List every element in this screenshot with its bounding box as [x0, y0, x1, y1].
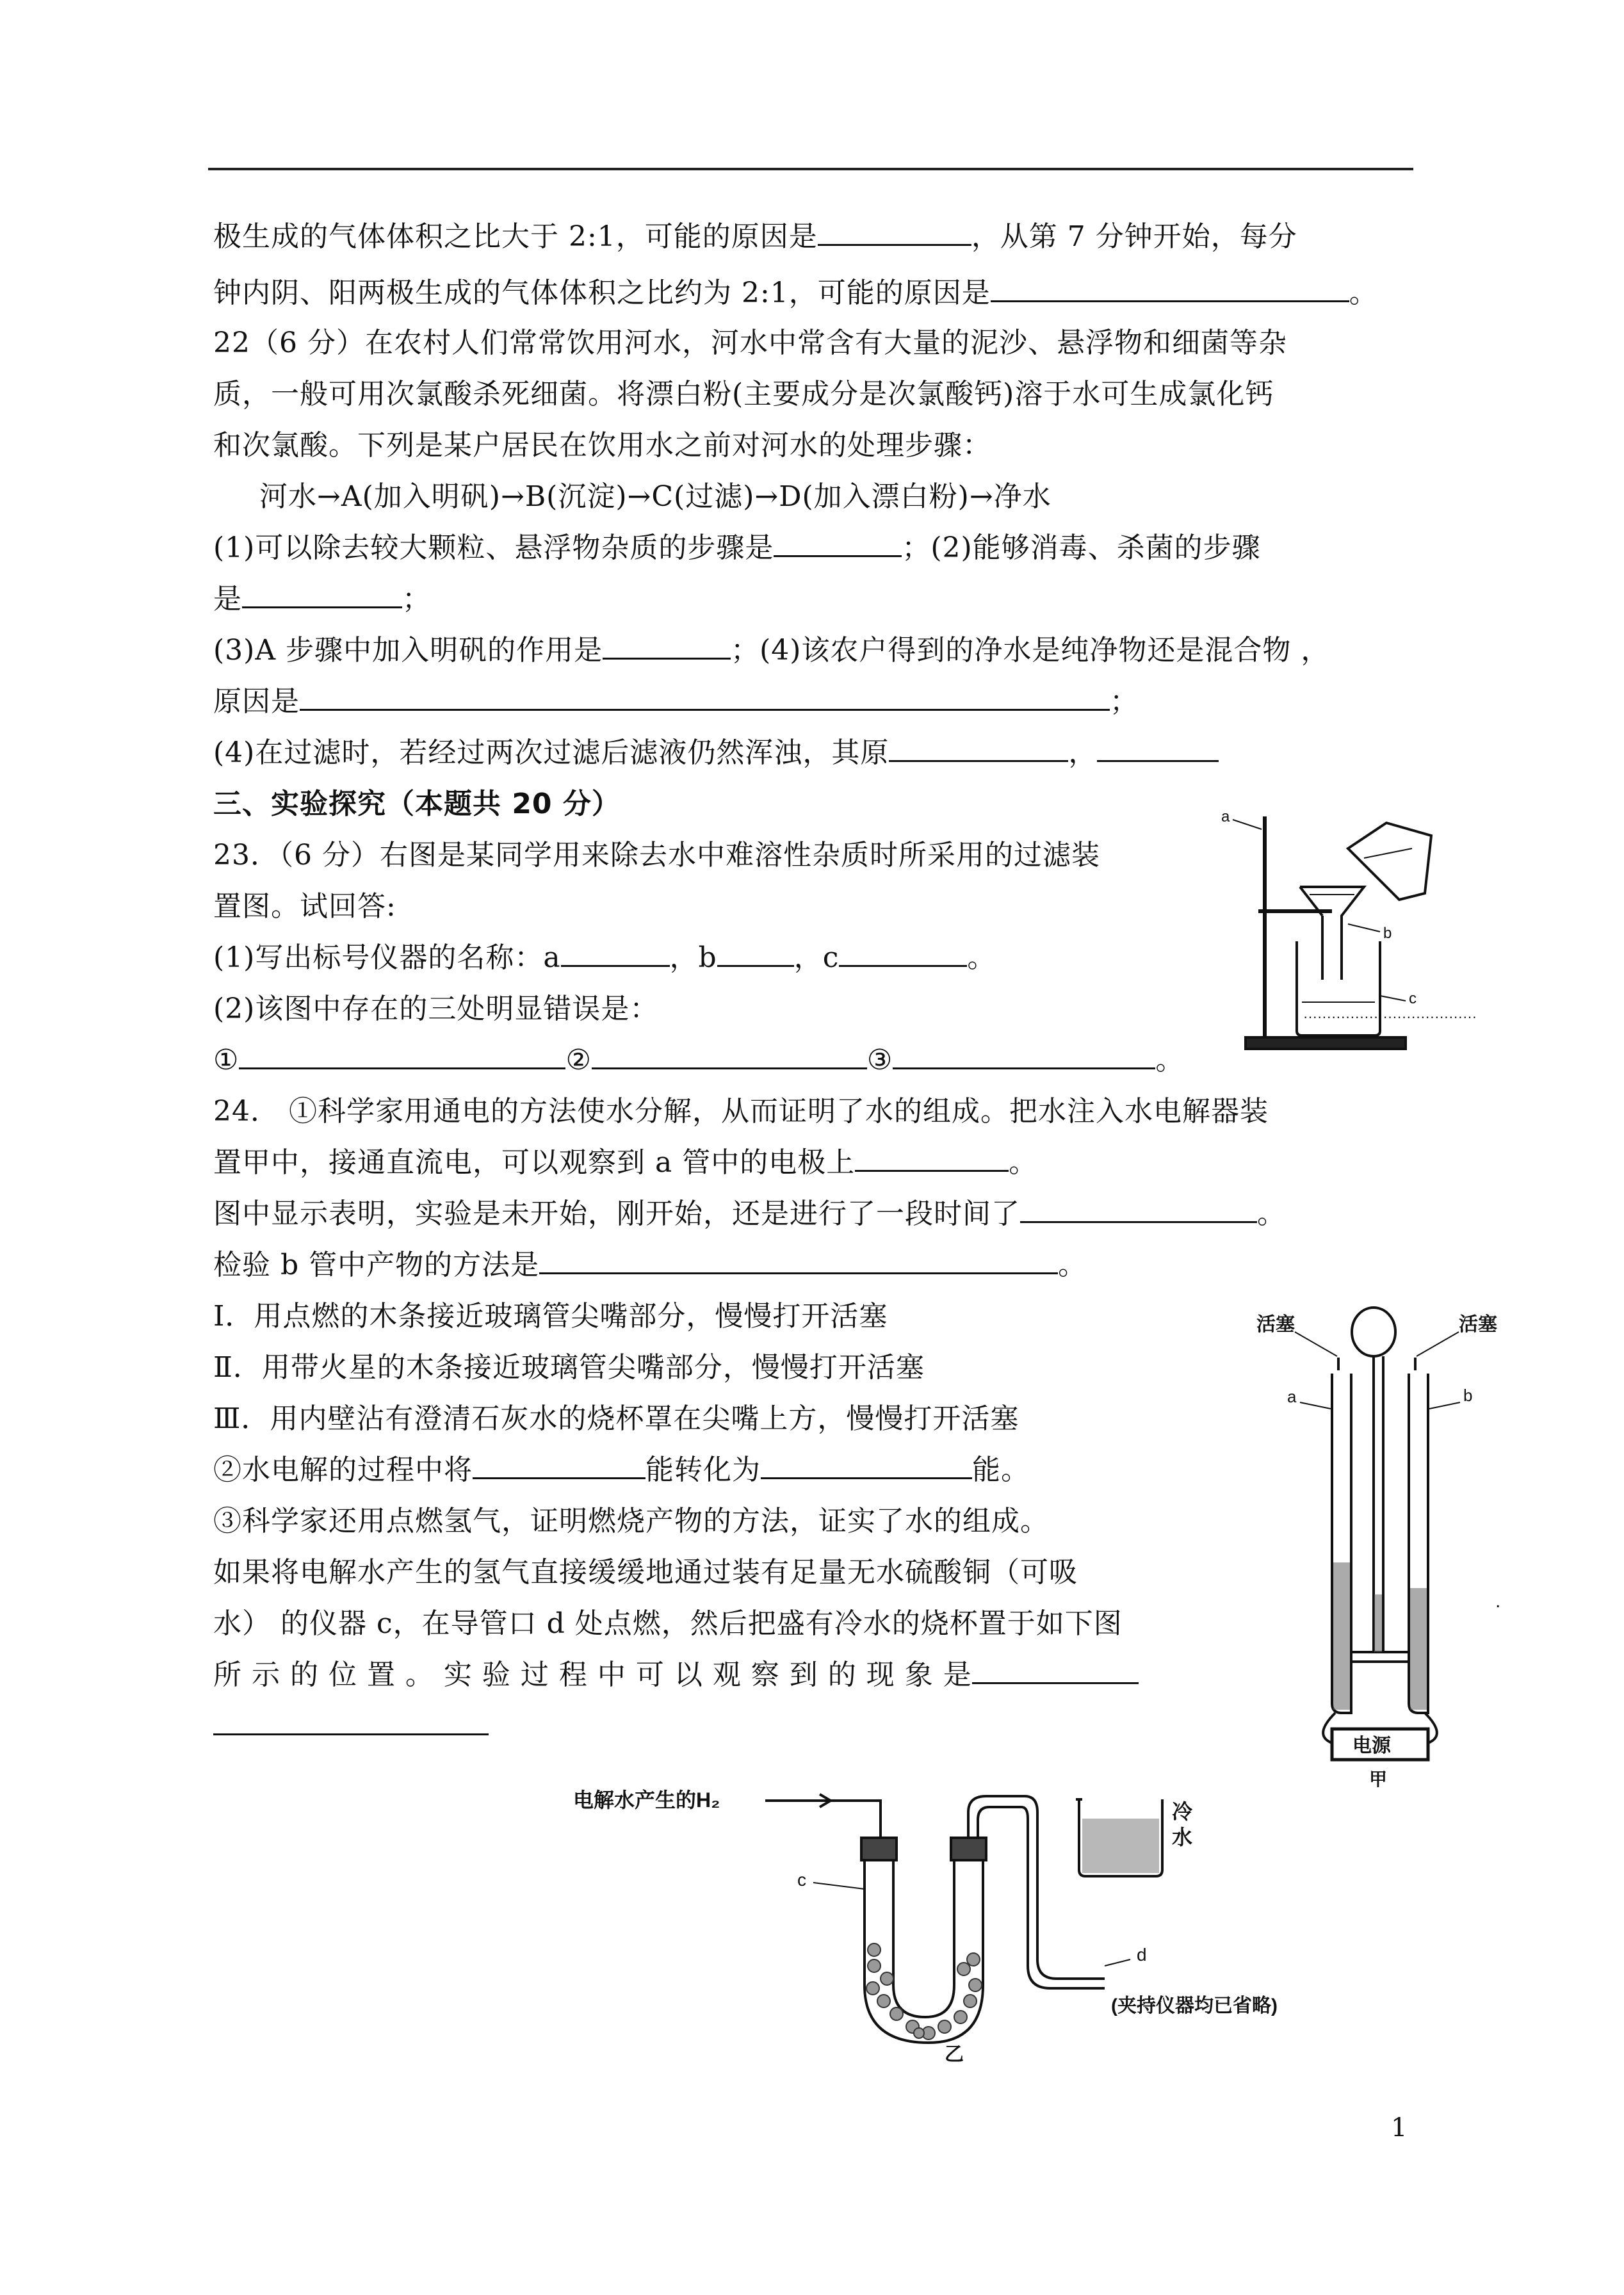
filter-label-a: a [1221, 808, 1230, 825]
text-line [213, 683, 1139, 721]
text-segment: 能。 [972, 1454, 1030, 1486]
text-segment: ；(4)该农户得到的净水是纯净物还是混合物 ， [731, 634, 1330, 667]
answer-blank[interactable] [213, 1708, 489, 1735]
text-line [213, 529, 1261, 567]
answer-blank[interactable] [592, 1042, 867, 1069]
text-line [213, 990, 658, 1028]
text-line [259, 478, 1052, 516]
text-segment: ③ [866, 1044, 893, 1076]
stopcock-left-label: 活塞 [1256, 1314, 1295, 1335]
text-segment: 钟内阴、阳两极生成的气体体积之比约为 2:1，可能的原因是 [213, 277, 991, 309]
answer-blank[interactable] [761, 1452, 972, 1479]
stray-dot: . [1495, 1591, 1501, 1612]
text-segment: ① [213, 1044, 240, 1076]
text-segment: ，b [669, 941, 717, 974]
answer-blank[interactable] [818, 218, 971, 246]
tube-a-label: a [1287, 1387, 1297, 1406]
answer-blank[interactable] [893, 1042, 1155, 1069]
text-segment: (1)可以除去较大颗粒、悬浮物杂质的步骤是 [213, 531, 774, 564]
text-line [213, 1502, 1049, 1541]
text-segment: 。 [1349, 277, 1378, 309]
text-line [213, 734, 1219, 772]
text-segment: 检验 b 管中产物的方法是 [213, 1249, 540, 1281]
text-line [213, 1400, 1019, 1438]
text-segment: 24． ①科学家用通电的方法使水分解，从而证明了水的组成。把水注入水电解器装 [213, 1095, 1269, 1128]
text-line [213, 218, 1297, 256]
text-line [213, 1144, 1037, 1182]
text-line [213, 836, 1100, 875]
text-segment: 能转化为 [646, 1454, 761, 1486]
text-segment: 22（6 分）在农村人们常常饮用河水，河水中常含有大量的泥沙、悬浮物和细菌等杂 [213, 327, 1287, 359]
figure-caption-yi: 乙 [945, 2044, 964, 2065]
filtration-apparatus-figure [1220, 804, 1477, 1060]
text-line [213, 1092, 1269, 1131]
answer-blank[interactable] [603, 632, 731, 660]
answer-blank[interactable] [991, 275, 1349, 302]
text-line [213, 324, 1287, 362]
text-segment: 。 [1155, 1044, 1185, 1076]
power-source-label: 电源 [1352, 1735, 1391, 1756]
text-line [213, 1297, 888, 1336]
text-segment: ， [1068, 736, 1098, 769]
text-segment: Ⅰ．用点燃的木条接近玻璃管尖嘴部分，慢慢打开活塞 [213, 1300, 888, 1333]
text-segment: 。 [1257, 1197, 1286, 1230]
text-segment: (4)在过滤时，若经过两次过滤后滤液仍然浑浊，其原 [213, 736, 889, 769]
answer-blank[interactable] [561, 939, 670, 967]
text-segment: ； [1110, 685, 1139, 718]
text-line [213, 375, 1274, 414]
text-segment: 图中显示表明，实验是未开始，刚开始，还是进行了一段时间了 [213, 1197, 1020, 1230]
text-segment: 置甲中，接通直流电，可以观察到 a 管中的电极上 [213, 1146, 856, 1179]
text-line [213, 939, 996, 977]
answer-blank[interactable] [300, 683, 1110, 711]
text-segment: 所 示 的 位 置 。 实 验 过 程 中 可 以 观 察 到 的 现 象 是 [213, 1658, 972, 1691]
filtrate-dots: ····································· [1303, 1009, 1477, 1025]
filter-label-c: c [1409, 990, 1417, 1007]
text-segment: 置图。试回答: [213, 890, 396, 923]
figure-caption-jia: 甲 [1369, 1769, 1388, 1789]
text-segment: ②水电解的过程中将 [213, 1454, 473, 1486]
text-line [213, 1707, 489, 1746]
cold-water-label-1: 冷 [1172, 1800, 1193, 1823]
text-line [213, 274, 1378, 312]
cold-water-label-2: 水 [1172, 1826, 1193, 1849]
text-segment: 和次氯酸。下列是某户居民在饮用水之前对河水的处理步骤： [213, 429, 991, 462]
text-segment: 23．（6 分）右图是某同学用来除去水中难溶性杂质时所采用的过滤装 [213, 839, 1100, 872]
text-line [213, 1605, 1123, 1643]
text-segment: 极生成的气体体积之比大于 2:1，可能的原因是 [213, 220, 818, 253]
answer-blank[interactable] [774, 530, 902, 557]
text-line [213, 1553, 1078, 1592]
answer-blank[interactable] [539, 1247, 1058, 1274]
text-line [213, 1656, 1139, 1694]
text-line [213, 1041, 1184, 1080]
text-segment: 原因是 [213, 685, 300, 718]
text-segment: 水） 的仪器 c，在导管口 d 处点燃，然后把盛有冷水的烧杯置于如下图 [213, 1607, 1123, 1640]
text-segment: ③科学家还用点燃氢气，证明燃烧产物的方法，证实了水的组成。 [213, 1505, 1049, 1537]
text-segment: ② [565, 1044, 592, 1076]
answer-blank[interactable] [1020, 1196, 1257, 1223]
text-segment: (1)写出标号仪器的名称：a [213, 941, 561, 974]
outlet-label-d: d [1137, 1945, 1147, 1965]
text-line [213, 631, 1329, 670]
text-segment: 如果将电解水产生的氢气直接缓缓地通过装有足量无水硫酸铜（可吸 [213, 1556, 1078, 1589]
text-segment: 三、实验探究（本题共 20 分） [213, 788, 621, 820]
h2-inlet-label: 电解水产生的H₂ [573, 1788, 720, 1812]
text-segment: 质，一般可用次氯酸杀死细菌。将漂白粉(主要成分是次氯酸钙)溶于水可生成氯化钙 [213, 378, 1274, 410]
text-segment: ，c [793, 941, 840, 974]
apparatus-note: (夹持仪器均已省略) [1111, 1995, 1278, 2016]
text-segment: (2)该图中存在的三处明显错误是： [213, 993, 659, 1025]
text-segment: (3)A 步骤中加入明矾的作用是 [213, 634, 603, 667]
tube-b-label: b [1463, 1386, 1473, 1405]
answer-blank[interactable] [839, 939, 967, 967]
answer-blank[interactable] [242, 581, 402, 608]
text-line [213, 1246, 1087, 1285]
answer-blank[interactable] [473, 1452, 646, 1479]
u-tube-label-c: c [797, 1870, 806, 1890]
answer-blank[interactable] [1097, 734, 1219, 762]
text-line [213, 580, 431, 619]
stopcock-right-label: 活塞 [1459, 1314, 1497, 1335]
text-segment: Ⅱ．用带火星的木条接近玻璃管尖嘴部分，慢慢打开活塞 [213, 1351, 925, 1384]
answer-blank[interactable] [889, 734, 1068, 762]
text-line [213, 888, 396, 926]
water-electrolysis-figure [1255, 1287, 1511, 1787]
answer-blank[interactable] [855, 1144, 1009, 1172]
text-segment: 河水→A(加入明矾)→B(沉淀)→C(过滤)→D(加入漂白粉)→净水 [259, 480, 1052, 513]
text-line [213, 1451, 1030, 1489]
answer-blank[interactable] [239, 1042, 565, 1069]
text-segment: ；(2)能够消毒、杀菌的步骤 [902, 531, 1261, 564]
text-line [213, 785, 621, 823]
page-number: 1 [1391, 2113, 1408, 2143]
u-tube-combustion-figure [573, 1774, 1367, 2065]
text-segment: ； [402, 583, 431, 615]
text-line [213, 426, 991, 465]
text-segment: 是 [213, 583, 242, 615]
filter-label-b: b [1383, 925, 1392, 942]
text-line [213, 1349, 925, 1387]
text-segment: ，从第 7 分钟开始，每分 [971, 220, 1297, 253]
text-segment: 。 [1009, 1146, 1038, 1179]
text-line [213, 1195, 1286, 1233]
text-segment: Ⅲ．用内壁沾有澄清石灰水的烧杯罩在尖嘴上方，慢慢打开活塞 [213, 1402, 1019, 1435]
answer-blank[interactable] [972, 1657, 1139, 1684]
text-segment: 。 [967, 941, 996, 974]
header-rule [208, 168, 1413, 170]
text-segment: 。 [1058, 1249, 1087, 1281]
answer-blank[interactable] [717, 939, 794, 967]
